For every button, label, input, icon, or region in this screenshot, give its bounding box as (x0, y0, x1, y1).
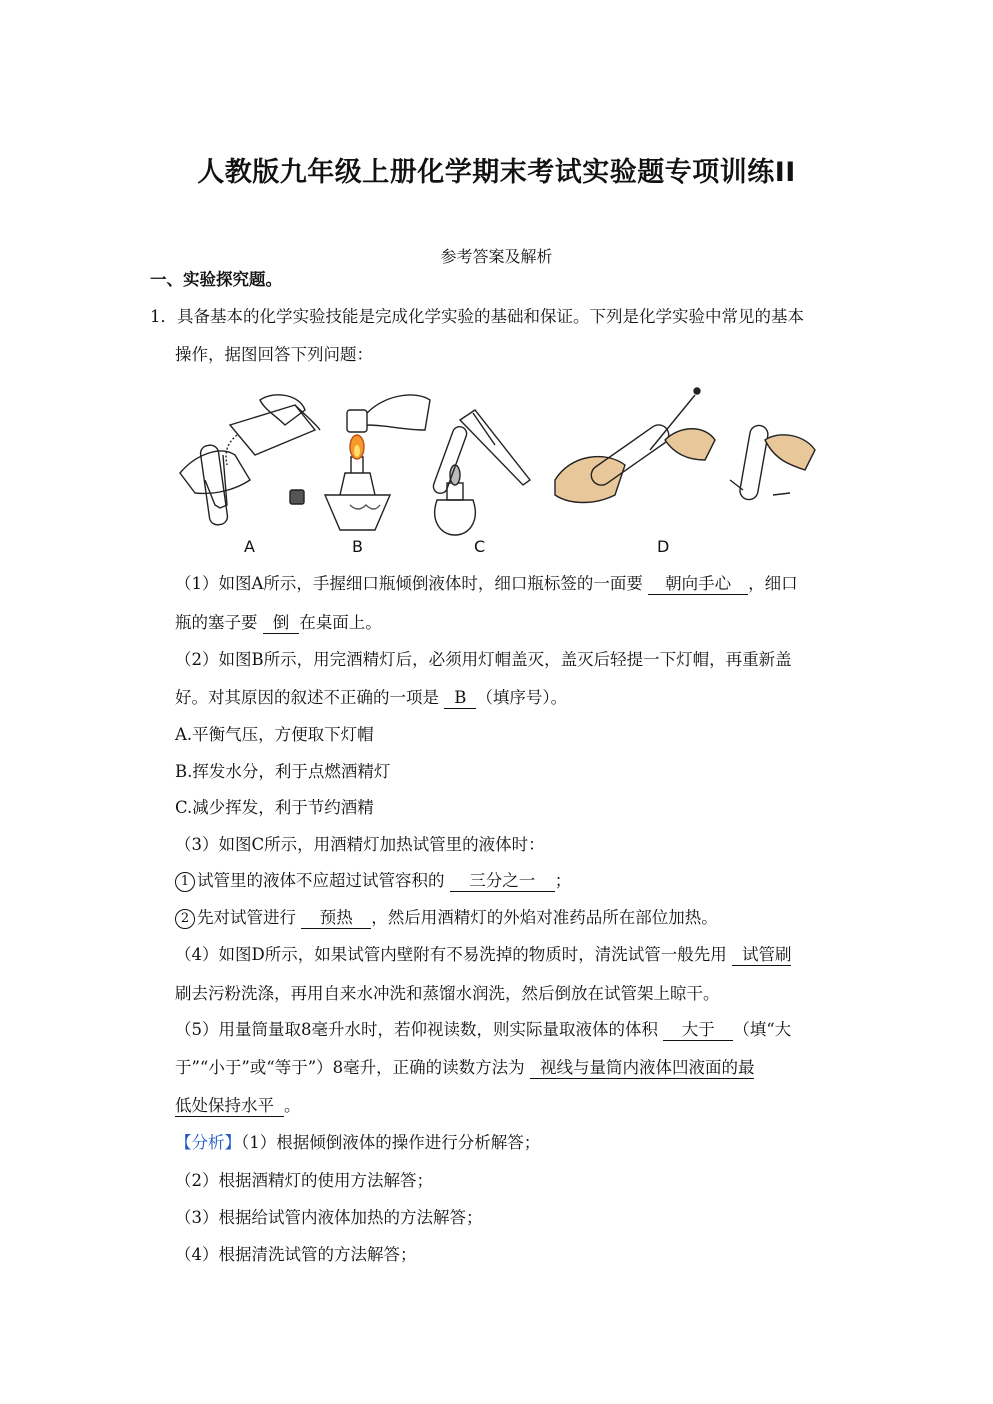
question-stem-line2: 操作，据图回答下列问题： (175, 345, 373, 364)
answer-blank-brush: 试管刷 (732, 945, 792, 966)
analysis-line3: （3）根据给试管内液体加热的方法解答； (175, 1208, 483, 1227)
analysis-line4: （4）根据清洗试管的方法解答； (175, 1245, 417, 1264)
figure-d-washing-test-tube-illustration (555, 388, 815, 503)
answer-blank-reading-method-part1: 视线与量筒内液体凹液面的最 (530, 1058, 755, 1079)
sub-question-2-line2: 好。对其原因的叙述不正确的一项是 B （填序号）。 (175, 688, 568, 707)
circled-number-1: 1 (175, 872, 195, 892)
document-title: 人教版九年级上册化学期末考试实验题专项训练II (197, 157, 796, 188)
sub-question-3: （3）如图C所示，用酒精灯加热试管里的液体时： (175, 835, 545, 854)
answer-blank-volume: 三分之一 (450, 871, 555, 892)
answer-blank-stopper: 倒 (263, 613, 300, 634)
sub-question-5-line3: 低处保持水平 。 (175, 1096, 301, 1115)
figure-label-b: B (352, 537, 363, 556)
answer-blank-preheat: 预热 (301, 908, 371, 929)
sub-question-2-line1: （2）如图B所示，用完酒精灯后，必须用灯帽盖灭，盖灭后轻提一下灯帽，再重新盖 (175, 650, 792, 669)
sub-question-1-line1: （1）如图A所示，手握细口瓶倾倒液体时，细口瓶标签的一面要 朝向手心 ，细口 (175, 574, 798, 593)
section-heading: 一、实验探究题。 (150, 270, 282, 289)
question-stem-line1: 1．具备基本的化学实验技能是完成化学实验的基础和保证。下列是化学实验中常见的基本 (150, 307, 804, 326)
analysis-tag: 【分析】 (175, 1133, 241, 1152)
sub-question-5-line2: 于”“小于”或“等于”）8毫升，正确的读数方法为 视线与量筒内液体凹液面的最 (175, 1058, 755, 1077)
sub-question-5-line1: （5）用量筒量取8毫升水时，若仰视读数，则实际量取液体的体积 大于 （填“大 (175, 1020, 792, 1039)
circled-number-2: 2 (175, 909, 195, 929)
lab-operations-figure (175, 385, 825, 565)
analysis-line1: 【分析】（1）根据倾倒液体的操作进行分析解答； (175, 1133, 541, 1152)
answer-blank-greater: 大于 (663, 1020, 733, 1041)
figure-b-alcohol-lamp-illustration (325, 395, 430, 530)
figure-label-a: A (244, 537, 255, 556)
document-subtitle: 参考答案及解析 (440, 247, 553, 266)
answer-blank-label-facing: 朝向手心 (648, 574, 748, 595)
sub-question-4-line2: 刷去污粉洗涤，再用自来水冲洗和蒸馏水润洗，然后倒放在试管架上晾干。 (175, 984, 720, 1003)
sub-question-3-item1: 1 试管里的液体不应超过试管容积的 三分之一 ； (175, 869, 571, 893)
sub-question-4-line1: （4）如图D所示，如果试管内壁附有不易洗掉的物质时，清洗试管一般先用 试管刷 (175, 945, 792, 964)
answer-blank-option: B (444, 688, 476, 709)
sub-question-1-line2: 瓶的塞子要 倒 在桌面上。 (175, 613, 382, 632)
figure-label-d: D (657, 537, 670, 556)
option-a: A.平衡气压，方便取下灯帽 (175, 725, 374, 744)
analysis-line2: （2）根据酒精灯的使用方法解答； (175, 1171, 433, 1190)
option-b: B.挥发水分，利于点燃酒精灯 (175, 762, 391, 781)
answer-blank-reading-method-part2: 低处保持水平 (175, 1096, 284, 1117)
figure-a-pouring-illustration (180, 395, 320, 526)
option-c: C.减少挥发，利于节约酒精 (175, 798, 374, 817)
sub-question-3-item2: 2 先对试管进行 预热 ，然后用酒精灯的外焰对准药品所在部位加热。 (175, 906, 718, 930)
question-number: 1． (150, 307, 177, 326)
figure-c-heating-test-tube-illustration (431, 410, 530, 535)
figure-label-c: C (474, 537, 486, 556)
